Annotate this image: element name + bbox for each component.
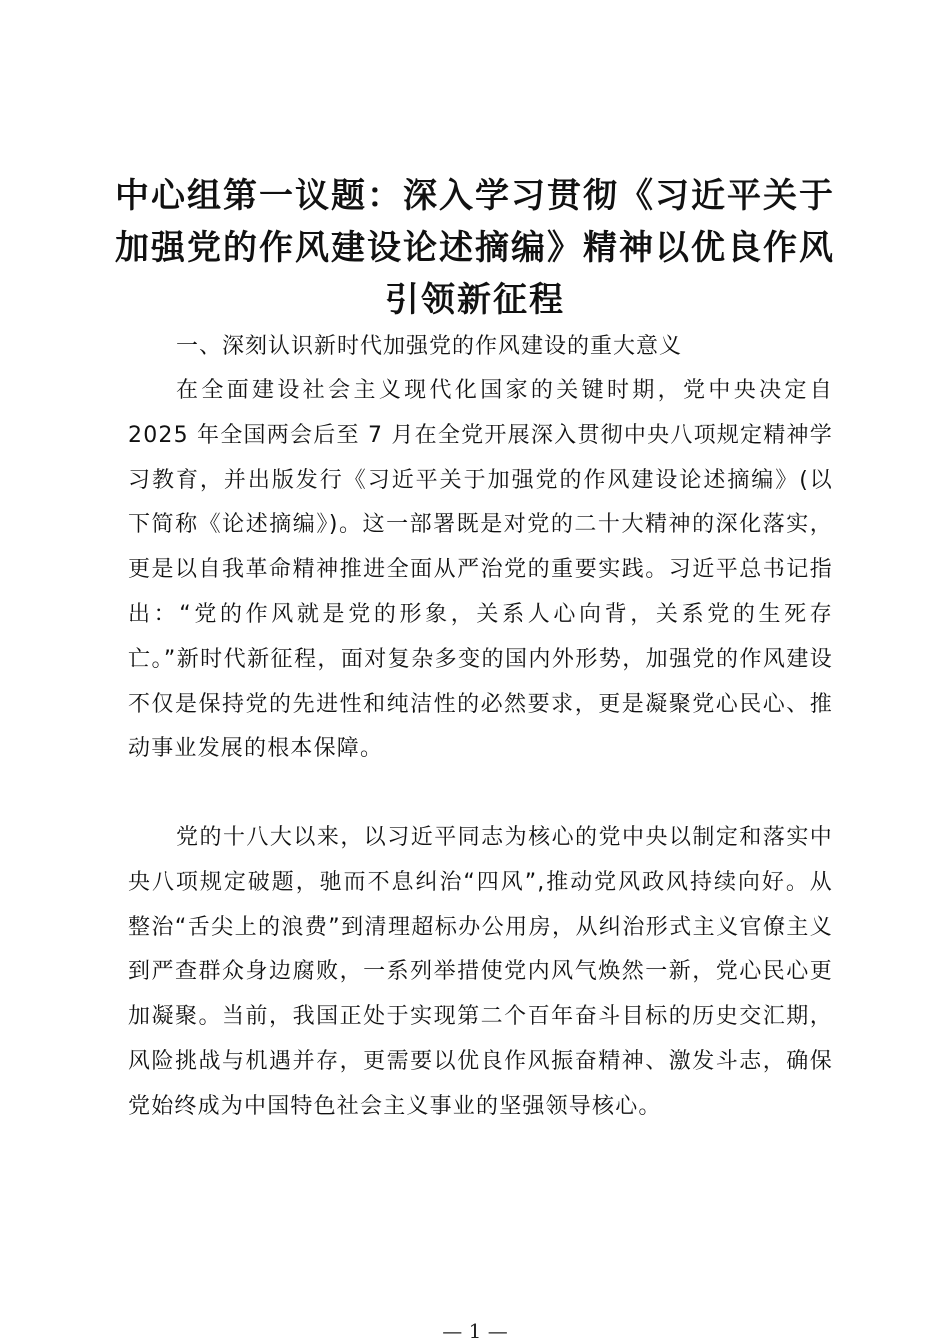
body-paragraph-2: 党的十八大以来，以习近平同志为核心的党中央以制定和落实中央八项规定破题，驰而不息纠治“四风”,推动党风政风持续向好。从整治“舌尖上的浪费”到清理超标办公用房，从纠治形式主义官僚主义到严查群众身边腐败，一系列举措使党内风气焕然一新，党心民心更加凝聚。当前，我国正处于实现第二个百年奋斗目标的历史交汇期，风险挑战与机遇并存，更需要以优良作风振奋精神、激发斗志，确保党始终成为中国特色社会主义事业的坚强领导核心。 (128, 825, 833, 1119)
page-number: — 1 — (442, 1319, 508, 1343)
document-title-line-3: 引领新征程 (385, 280, 565, 320)
document-title-line-2: 加强党的作风建设论述摘编》精神以优良作风 (115, 228, 835, 268)
body-paragraph-1: 在全面建设社会主义现代化国家的关键时期，党中央决定自 2025 年全国两会后至 7 月在全党开展深入贯彻中央八项规定精神学习教育，并出版发行《习近平关于加强党的作风建设论述摘编》(以下简称《论述摘编》)。这一部署既是对党的二十大精神的深化落实，更是以自我革命精神推进全面从严治党的重要实践。习近平总书记指出：“党的作风就是党的形象，关系人心向背，关系党的生死存亡。”新时代新征程，面对复杂多变的国内外形势，加强党的作风建设不仅是保持党的先进性和纯洁性的必然要求，更是凝聚党心民心、推动事业发展的根本保障。 (128, 378, 833, 762)
section-heading: 一、深刻认识新时代加强党的作风建设的重大意义 (176, 334, 683, 359)
document-title-line-1: 中心组第一议题：深入学习贯彻《习近平关于 (115, 176, 835, 216)
